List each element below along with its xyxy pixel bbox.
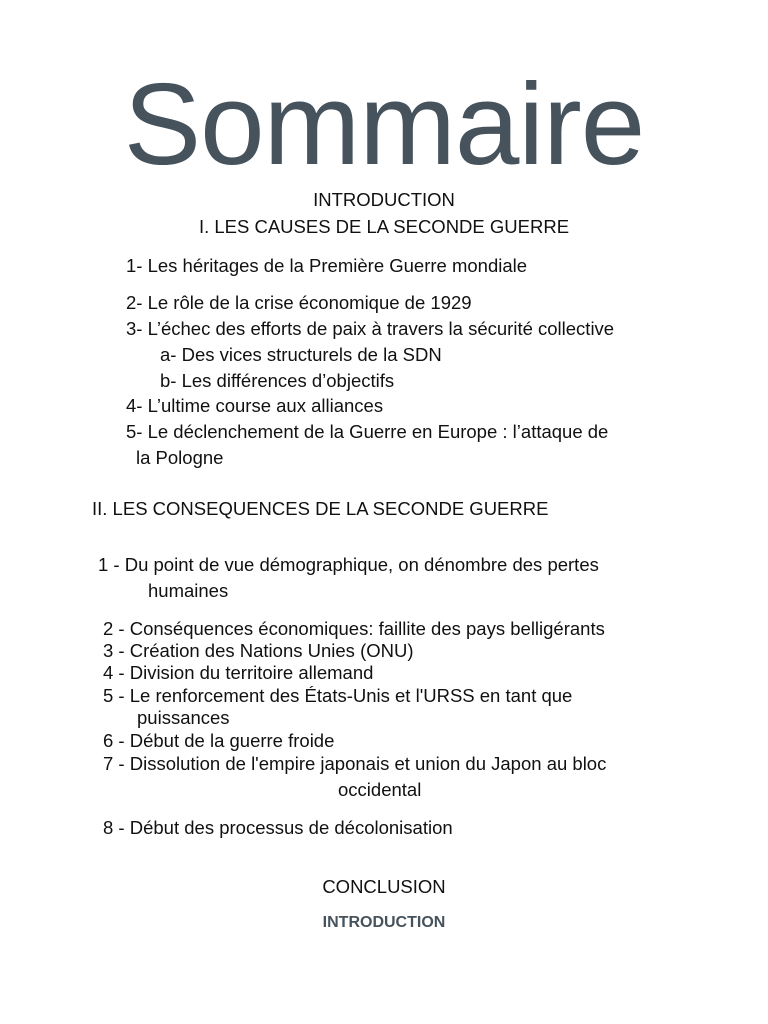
part1-heading: I. LES CAUSES DE LA SECONDE GUERRE [198,216,570,237]
part1-subitem: b- Les différences d’objectifs [160,370,395,391]
part2-item-continuation: occidental [338,779,422,800]
part1-item: 5- Le déclenchement de la Guerre en Europe : l’attaque de [126,421,609,442]
conclusion-heading: CONCLUSION [322,876,446,897]
intro-heading: INTRODUCTION [313,189,455,210]
part1-item: 3- L’échec des efforts de paix à travers la sécurité collective [126,318,615,339]
part2-item-continuation: puissances [137,707,230,728]
part1-item: 4- L’ultime course aux alliances [126,395,384,416]
part2-item: 7 - Dissolution de l'empire japonais et union du Japon au bloc [103,753,607,774]
part2-item: 1 - Du point de vue démographique, on dénombre des pertes [98,554,599,575]
part1-item-continuation: la Pologne [136,447,224,468]
part2-heading: II. LES CONSEQUENCES DE LA SECONDE GUERRE [92,498,549,519]
page-title: Sommaire [123,59,645,189]
part2-item-continuation: humaines [148,580,229,601]
part2-item: 5 - Le renforcement des États-Unis et l'URSS en tant que [103,685,573,706]
part2-item: 3 - Création des Nations Unies (ONU) [103,640,414,661]
next-section-heading: INTRODUCTION [322,914,446,931]
part1-subitem: a- Des vices structurels de la SDN [160,344,442,365]
part1-item: 2- Le rôle de la crise économique de 1929 [126,292,472,313]
part2-item: 4 - Division du territoire allemand [103,662,374,683]
part2-item: 2 - Conséquences économiques: faillite des pays belligérants [103,618,605,639]
part1-item: 1- Les héritages de la Première Guerre mondiale [126,255,528,276]
part2-item: 6 - Début de la guerre froide [103,730,335,751]
part2-item: 8 - Début des processus de décolonisation [103,817,453,838]
